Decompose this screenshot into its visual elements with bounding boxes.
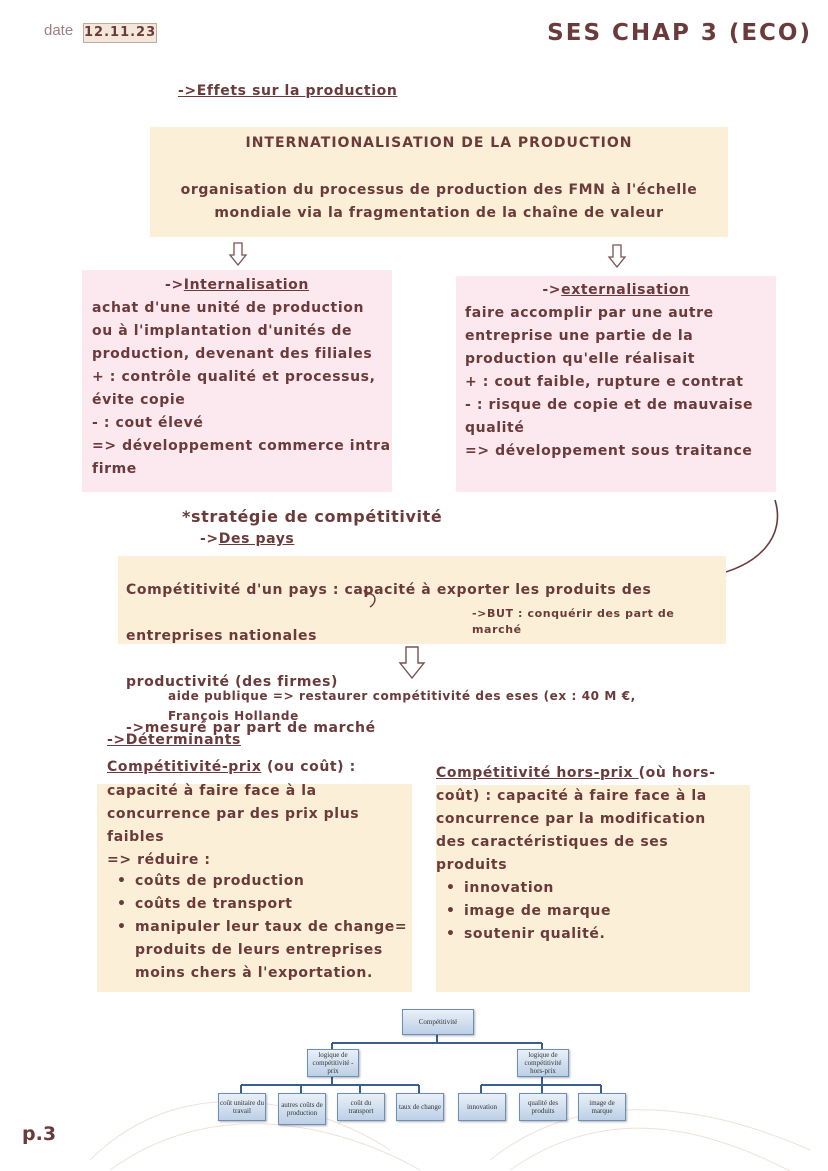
internalisation-heading bbox=[82, 274, 392, 297]
prix-bullet-list bbox=[107, 870, 415, 985]
org-chart-diagram bbox=[215, 1003, 635, 1125]
org-node-cout-transport: coût du transport bbox=[337, 1093, 385, 1121]
org-node-autres-couts: autres coûts de production bbox=[278, 1093, 326, 1125]
hors-prix-heading bbox=[436, 762, 750, 785]
list-item: • coûts de production bbox=[135, 870, 415, 893]
desc-line-1: organisation du processus de production des FMN à l'échelle bbox=[180, 182, 698, 198]
determinants-heading-text: ->Déterminants bbox=[107, 732, 241, 748]
list-item: • manipuler leur taux de change= produits de leurs entreprises moins chers à l'exportation. bbox=[135, 916, 415, 985]
section-heading-effets bbox=[178, 83, 397, 99]
internalisation-heading-text: Internalisation bbox=[183, 277, 309, 293]
prix-heading-rest: (ou coût) : bbox=[261, 759, 356, 775]
externalisation-heading bbox=[456, 279, 776, 302]
arrow-prefix: -> bbox=[165, 277, 184, 293]
but-line-1: ->BUT : conquérir des part de bbox=[472, 607, 675, 620]
arrow-prefix: -> bbox=[542, 282, 562, 298]
list-item: • innovation bbox=[464, 877, 744, 900]
list-item: • image de marque bbox=[464, 900, 744, 923]
competitivite-prix-box bbox=[97, 784, 412, 992]
org-node-qualite: qualité des produits bbox=[519, 1093, 567, 1121]
org-node-taux-change: taux de change bbox=[396, 1093, 444, 1121]
org-node-hors-prix: logique de compétitivité hors-prix bbox=[517, 1049, 569, 1077]
internalisation-body: achat d'une unité de production ou à l'implantation d'unités de production, devenant des filiales + : contrôle qualité et processus, évite copie - : cout élevé => développement commerce intra firme bbox=[92, 300, 391, 477]
internationalisation-box bbox=[150, 127, 728, 237]
pays-heading bbox=[200, 531, 294, 547]
competitivite-line-2: entreprises nationales bbox=[126, 628, 318, 644]
down-arrow-icon bbox=[398, 645, 426, 681]
org-node-cout-travail: coût unitaire du travail bbox=[218, 1093, 266, 1121]
curved-up-arrow-icon bbox=[362, 588, 382, 610]
competitivite-line-4: ->mesuré par part de marché bbox=[126, 720, 376, 736]
aide-publique-note: aide publique => restaurer compétitivité des eses (ex : 40 M €, François Hollande bbox=[168, 689, 636, 723]
externalisation-heading-text: externalisation bbox=[561, 282, 690, 298]
arrow-prefix: -> bbox=[200, 531, 219, 547]
page-number: p.3 bbox=[22, 1123, 57, 1145]
competitivite-hors-prix-box bbox=[436, 765, 750, 992]
externalisation-box bbox=[456, 276, 776, 492]
hors-prix-heading-rest: (où hors- bbox=[638, 765, 716, 781]
competitivite-prix-heading bbox=[107, 756, 407, 779]
but-note bbox=[472, 606, 712, 638]
but-line-2: marché bbox=[472, 623, 522, 636]
date-value: 12.11.23 bbox=[83, 23, 157, 43]
org-node-root: Compétitivité bbox=[402, 1009, 474, 1035]
determinants-heading bbox=[107, 732, 241, 748]
internalisation-box bbox=[82, 270, 392, 492]
down-arrow-icon bbox=[228, 241, 248, 267]
desc-line-2: mondiale via la fragmentation de la chaîne de valeur bbox=[214, 205, 664, 221]
date-label: date bbox=[44, 22, 74, 39]
competitivite-line-3: productivité (des firmes) bbox=[126, 674, 339, 690]
list-item: • coûts de transport bbox=[135, 893, 415, 916]
section-heading-text: ->Effets sur la production bbox=[178, 83, 398, 99]
page-title: SES CHAP 3 (ECO) bbox=[547, 20, 812, 46]
competitivite-line-1: Compétitivité d'un pays : capacité à exporter les produits des bbox=[126, 582, 652, 598]
down-arrow-icon bbox=[607, 243, 627, 269]
strategy-heading: *stratégie de compétitivité bbox=[182, 507, 443, 526]
hors-prix-heading-text: Compétitivité hors-prix bbox=[436, 765, 639, 781]
externalisation-body: faire accomplir par une autre entreprise une partie de la production qu'elle réalisait + : cout faible, rupture e contrat - : risque de copie et de mauvaise qualité => développement sous traitance bbox=[465, 305, 754, 459]
prix-body: capacité à faire face à la concurrence par des prix plus faibles => réduire : bbox=[107, 783, 360, 868]
hors-prix-bullet-list bbox=[436, 877, 744, 946]
pays-heading-text: Des pays bbox=[218, 531, 295, 547]
internationalisation-title: INTERNATIONALISATION DE LA PRODUCTION bbox=[245, 135, 633, 151]
internationalisation-description bbox=[150, 179, 728, 225]
list-item: • soutenir qualité. bbox=[464, 923, 744, 946]
org-node-prix: logique de compétitivité -prix bbox=[307, 1049, 359, 1077]
hors-prix-body: coût) : capacité à faire face à la concurrence par la modification des caractéristiques de ses produits bbox=[436, 788, 707, 873]
org-node-innovation: innovation bbox=[458, 1093, 506, 1121]
org-node-image-marque: image de marque bbox=[578, 1093, 626, 1121]
prix-heading-text: Compétitivité-prix bbox=[107, 759, 262, 775]
